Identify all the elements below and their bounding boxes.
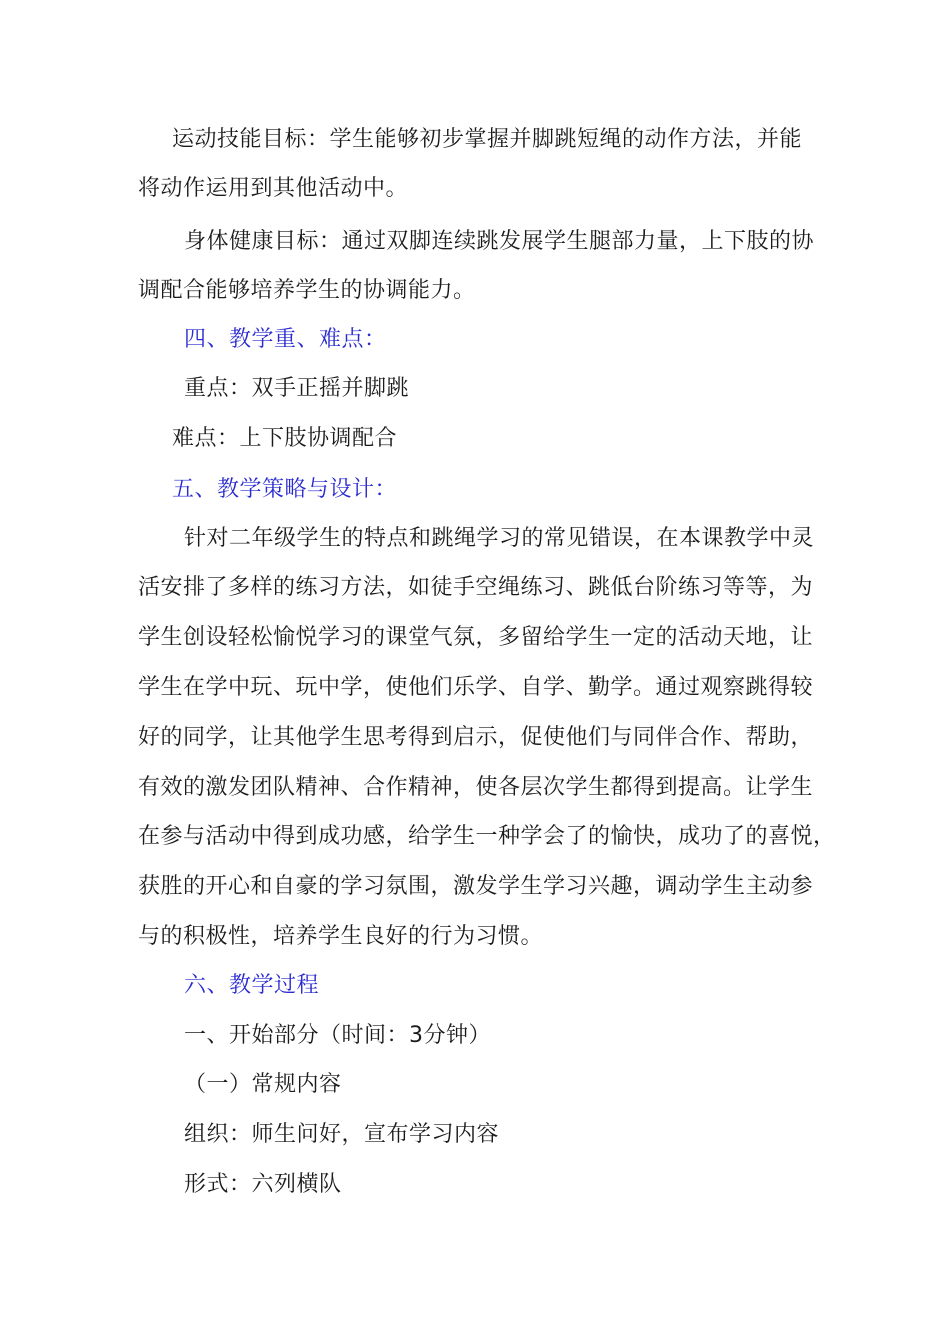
difficulty-text: 难点：上下肢协调配合 <box>172 426 398 451</box>
paragraph-skill-goal-line-1: 运动技能目标：学生能够初步掌握并脚跳短绳的动作方法，并能 <box>172 127 803 152</box>
paragraph-strategy-line-4: 学生在学中玩、玩中学，使他们乐学、自学、勤学。通过观察跳得较 <box>138 675 814 700</box>
paragraph-strategy-line-9: 与的积极性，培养学生良好的行为习惯。 <box>138 924 544 949</box>
paragraph-health-goal-line-1: 身体健康目标：通过双脚连续跳发展学生腿部力量，上下肢的协 <box>184 229 815 254</box>
paragraph-strategy-line-3: 学生创设轻松愉悦学习的课堂气氛，多留给学生一定的活动天地，让 <box>138 625 814 650</box>
subsection-opening: 一、开始部分（时间：3分钟） <box>184 1023 491 1048</box>
paragraph-strategy-line-5: 好的同学，让其他学生思考得到启示，促使他们与同伴合作、帮助， <box>138 725 814 750</box>
paragraph-strategy-line-6: 有效的激发团队精神、合作精神，使各层次学生都得到提高。让学生 <box>138 775 814 800</box>
section-heading-strategy: 五、教学策略与设计： <box>172 477 398 502</box>
paragraph-skill-goal-line-2: 将动作运用到其他活动中。 <box>138 176 409 201</box>
paragraph-health-goal-line-2: 调配合能够培养学生的协调能力。 <box>138 278 476 303</box>
paragraph-strategy-line-8: 获胜的开心和自豪的学习氛围，激发学生学习兴趣，调动学生主动参 <box>138 874 814 899</box>
paragraph-strategy-line-2: 活安排了多样的练习方法，如徒手空绳练习、跳低台阶练习等等，为 <box>138 575 814 600</box>
paragraph-strategy-line-1: 针对二年级学生的特点和跳绳学习的常见错误，在本课教学中灵 <box>184 526 815 551</box>
key-point-text: 重点：双手正摇并脚跳 <box>184 376 410 401</box>
subsection-routine: （一）常规内容 <box>184 1072 342 1097</box>
formation-text: 形式：六列横队 <box>184 1172 342 1197</box>
paragraph-strategy-line-7: 在参与活动中得到成功感，给学生一种学会了的愉快，成功了的喜悦， <box>138 824 836 849</box>
section-heading-key-points: 四、教学重、难点： <box>184 327 387 352</box>
organization-text: 组织：师生问好，宣布学习内容 <box>184 1122 500 1147</box>
section-heading-process: 六、教学过程 <box>184 973 320 998</box>
